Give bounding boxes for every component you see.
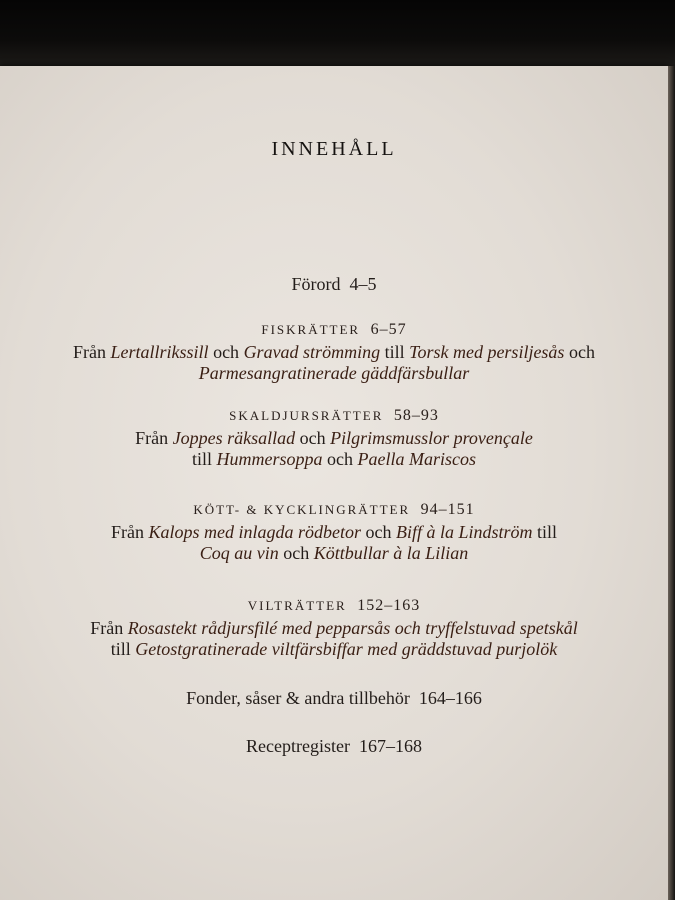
- toc-fonder-pages: 164–166: [418, 688, 482, 708]
- section-description-line: till Hummersoppa och Paella Mariscos: [191, 449, 476, 469]
- section-pages: 152–163: [357, 597, 421, 614]
- section-heading: SKALDJURSRÄTTER: [229, 408, 384, 423]
- toc-entry-fonder: [0, 688, 668, 709]
- section-description-line: Från Joppes räksallad och Pilgrimsmusslor provençale: [135, 428, 533, 448]
- book-page: [0, 66, 668, 900]
- toc-fonder-label: Fonder, såser & andra tillbehör: [186, 688, 410, 708]
- section-heading: KÖTT- & KYCKLINGRÄTTER: [193, 502, 411, 517]
- section-description-line: Från Rosastekt rådjursfilé med pepparsås och tryffelstuvad spetskål: [90, 618, 578, 638]
- section-pages: 6–57: [370, 321, 407, 338]
- page-title: INNEHÅLL: [271, 138, 397, 160]
- toc-section-fisk: [0, 320, 668, 384]
- section-description-line: Coq au vin och Köttbullar à la Lilian: [199, 543, 469, 563]
- toc-forord-label: Förord: [291, 274, 341, 294]
- page-edge-shadow: [668, 66, 675, 900]
- toc-entry-register: [0, 736, 668, 757]
- toc-forord-pages: 4–5: [349, 274, 377, 294]
- section-heading: FISKRÄTTER: [261, 322, 361, 337]
- section-pages: 58–93: [393, 407, 439, 424]
- section-heading: VILTRÄTTER: [247, 598, 347, 613]
- section-description-line: till Getostgratinerade viltfärsbiffar med gräddstuvad purjolök: [110, 639, 558, 659]
- section-description-line: Parmesangratinerade gäddfärsbullar: [198, 363, 470, 383]
- toc-section-kott: [0, 500, 668, 564]
- toc-register-label: Receptregister: [246, 736, 350, 756]
- section-pages: 94–151: [420, 501, 475, 518]
- toc-register-pages: 167–168: [358, 736, 422, 756]
- toc-section-vilt: [0, 596, 668, 660]
- toc-section-skaldjur: [0, 406, 668, 470]
- section-description-line: Från Kalops med inlagda rödbetor och Biff à la Lindström till: [110, 522, 558, 542]
- section-description-line: Från Lertallrikssill och Gravad strömming till Torsk med persiljesås och: [73, 342, 595, 362]
- toc-entry-forord: [0, 274, 668, 295]
